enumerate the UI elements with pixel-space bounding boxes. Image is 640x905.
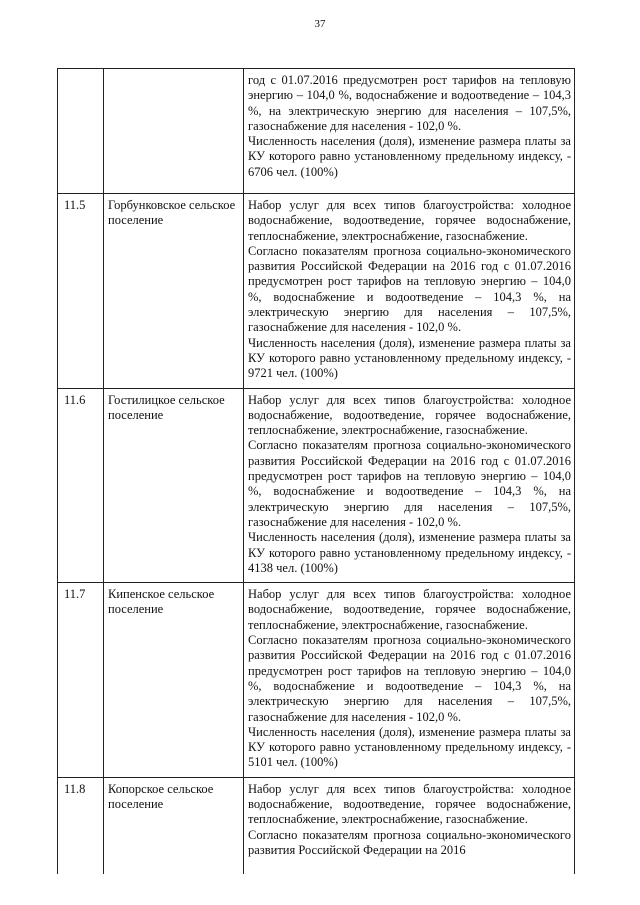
description-paragraph: Согласно показателям прогноза социально-экономического развития Российской Федерации на 2016 год с 01.07.2016 предусмотрен рост тарифов на тепловую энергию – 104,0 %, водоснабжение и водоотведение – 104,3 %, на электрическую энергию для населения – 107,5%, газоснабжение для населения - 102,0 %. xyxy=(248,633,571,724)
tariff-table xyxy=(57,68,575,874)
table-row xyxy=(58,69,575,194)
settlement-name: Кипенское сельское поселение xyxy=(104,583,244,778)
description-paragraph: Согласно показателям прогноза социально-экономического развития Российской Федерации на 2016 год с 01.07.2016 предусмотрен рост тарифов на тепловую энергию – 104,0 %, водоснабжение и водоотведение – 104,3 %, на электрическую энергию для населения – 107,5%, газоснабжение для населения - 102,0 %. xyxy=(248,243,571,335)
row-number: 11.7 xyxy=(58,583,104,778)
settlement-name: Гостилицкое сельское поселение xyxy=(104,388,244,583)
description-paragraph: Численность населения (доля), изменение размера платы за КУ которого равно установленному предельному индексу, - 9721 чел. (100%) xyxy=(248,335,571,381)
row-description xyxy=(244,194,575,389)
page-number: 37 xyxy=(314,18,326,30)
description-paragraph: Численность населения (доля), изменение размера платы за КУ которого равно установленному предельному индексу, - 5101 чел. (100%) xyxy=(248,724,571,770)
settlement-name: Копорское сельское поселение xyxy=(104,777,244,874)
row-number xyxy=(58,69,104,194)
table-row xyxy=(58,388,575,583)
row-description xyxy=(244,69,575,194)
row-description xyxy=(244,583,575,778)
settlement-name: Горбунковское сельское поселение xyxy=(104,194,244,389)
description-paragraph: Набор услуг для всех типов благоустройства: холодное водоснабжение, водоотведение, горячее водоснабжение, теплоснабжение, электроснабжение, газоснабжение. xyxy=(248,392,571,438)
table-row xyxy=(58,583,575,778)
row-description xyxy=(244,777,575,874)
description-paragraph: Численность населения (доля), изменение размера платы за КУ которого равно установленному предельному индексу, - 4138 чел. (100%) xyxy=(248,530,571,575)
description-paragraph: Согласно показателям прогноза социально-экономического развития Российской Федерации на 2016 год с 01.07.2016 предусмотрен рост тарифов на тепловую энергию – 104,0 %, водоснабжение и водоотведение – 104,3 %, на электрическую энергию для населения – 107,5%, газоснабжение для населения - 102,0 %. xyxy=(248,438,571,529)
description-paragraph: Набор услуг для всех типов благоустройства: холодное водоснабжение, водоотведение, горячее водоснабжение, теплоснабжение, электроснабжение, газоснабжение. xyxy=(248,781,571,827)
row-number: 11.5 xyxy=(58,194,104,389)
description-paragraph: год с 01.07.2016 предусмотрен рост тарифов на тепловую энергию – 104,0 %, водоснабжение и водоотведение – 104,3 %, на электрическую энергию для населения – 107,5%, газоснабжение для населения - 102,0 %. xyxy=(248,73,571,133)
description-paragraph: Численность населения (доля), изменение размера платы за КУ которого равно установленному предельному индексу, - 6706 чел. (100%) xyxy=(248,134,571,179)
description-paragraph: Согласно показателям прогноза социально-экономического развития Российской Федерации на 2016 xyxy=(248,827,571,857)
table-row xyxy=(58,777,575,874)
row-number: 11.8 xyxy=(58,777,104,874)
description-paragraph: Набор услуг для всех типов благоустройства: холодное водоснабжение, водоотведение, горячее водоснабжение, теплоснабжение, электроснабжение, газоснабжение. xyxy=(248,198,571,243)
row-number: 11.6 xyxy=(58,388,104,583)
description-paragraph: Набор услуг для всех типов благоустройства: холодное водоснабжение, водоотведение, горячее водоснабжение, теплоснабжение, электроснабжение, газоснабжение. xyxy=(248,587,571,632)
table-row xyxy=(58,194,575,389)
settlement-name xyxy=(104,69,244,194)
row-description xyxy=(244,388,575,583)
